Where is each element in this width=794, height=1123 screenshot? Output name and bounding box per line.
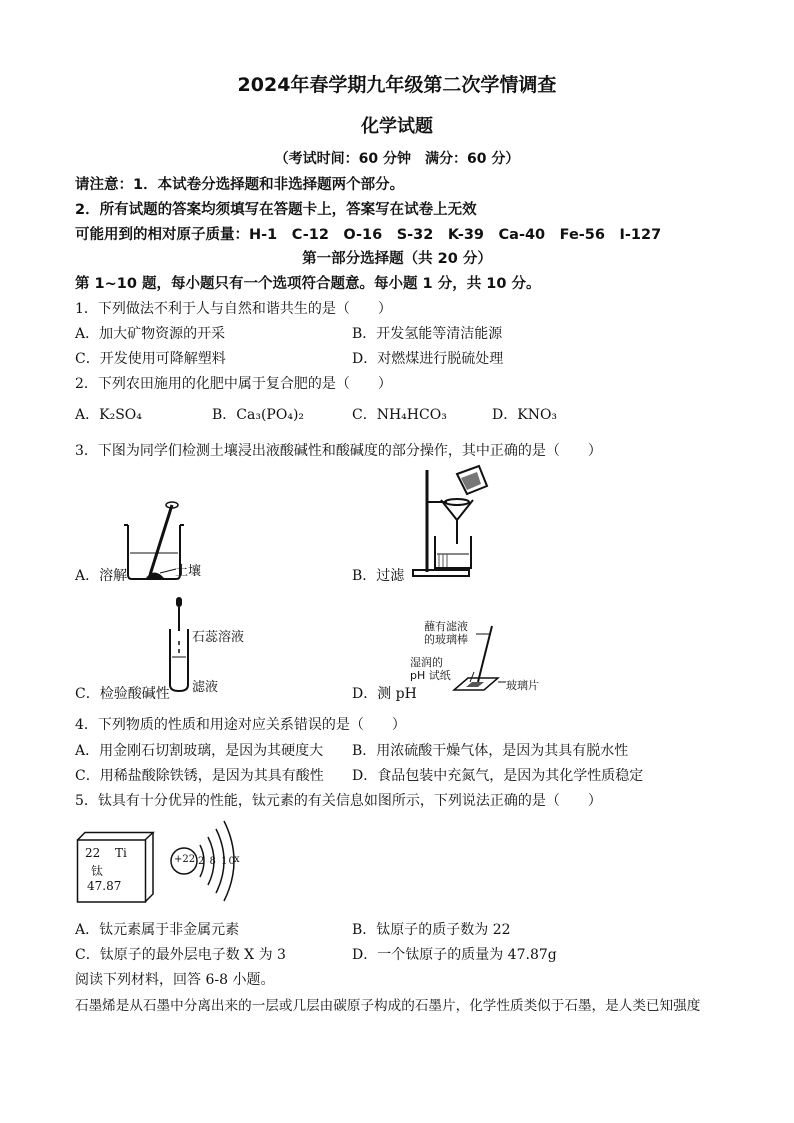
q2-stem: 2．下列农田施用的化肥中属于复合肥的是（ ） xyxy=(75,376,392,392)
element-atomic-number: 22 xyxy=(85,846,101,860)
q5-stem: 5．钛具有十分优异的性能，钛元素的有关信息如图所示，下列说法正确的是（ ） xyxy=(75,793,602,809)
dissolve-figure xyxy=(120,495,220,585)
q4-stem: 4．下列物质的性质和用途对应关系错误的是（ ） xyxy=(75,717,406,733)
q2-option-d[interactable] xyxy=(492,404,557,424)
q1-option-d[interactable]: D．对燃煤进行脱硫处理 xyxy=(352,351,504,367)
ph-test-figure xyxy=(440,624,510,694)
q2-option-c[interactable] xyxy=(352,404,447,424)
q2-option-b-formula: Ca₃(PO₄)₂ xyxy=(236,407,305,423)
q1-option-b[interactable]: B．开发氢能等清洁能源 xyxy=(352,326,503,342)
atom-shell-electrons: 2 8 10 xyxy=(198,856,236,867)
q5-option-c[interactable]: C．钛原子的最外层电子数 X 为 3 xyxy=(75,947,286,963)
q4-option-d[interactable]: D．食品包装中充氮气，是因为其化学性质稳定 xyxy=(352,768,644,784)
q3-option-d[interactable]: D．测 pH xyxy=(352,686,417,702)
element-card-frame xyxy=(77,832,155,906)
element-card xyxy=(77,832,147,898)
q3-option-b[interactable]: B．过滤 xyxy=(352,568,405,584)
q5-option-b[interactable]: B．钛原子的质子数为 22 xyxy=(352,922,511,938)
section-heading: 第一部分选择题（共 20 分） xyxy=(302,251,492,267)
q2-option-d-prefix: D． xyxy=(492,407,518,423)
q2-option-b-prefix: B． xyxy=(212,407,237,423)
q4-option-a[interactable]: A．用金刚石切割玻璃，是因为其硬度大 xyxy=(75,743,324,759)
exam-info: （考试时间：60 分钟 满分：60 分） xyxy=(274,151,520,167)
q3-stem: 3．下图为同学们检测土壤浸出液酸碱性和酸碱度的部分操作，其中正确的是（ ） xyxy=(75,443,602,459)
q3-option-c[interactable]: C．检验酸碱性 xyxy=(75,686,170,702)
q1-option-a[interactable]: A．加大矿物资源的开采 xyxy=(75,326,226,342)
filter-figure xyxy=(405,462,505,582)
q2-option-a[interactable] xyxy=(75,404,142,424)
q5-option-a[interactable]: A．钛元素属于非金属元素 xyxy=(75,922,240,938)
atom-nucleus-charge: +22 xyxy=(174,854,196,865)
q3-option-a[interactable]: A．溶解 xyxy=(75,568,128,584)
q2-option-b[interactable] xyxy=(212,404,304,424)
q4-option-b[interactable]: B．用浓硫酸干燥气体，是因为其具有脱水性 xyxy=(352,743,629,759)
ph-paper-label-line1: 湿润的 xyxy=(410,656,443,669)
page-subtitle: 化学试题 xyxy=(361,116,433,137)
glass-slide-label: 玻璃片 xyxy=(506,679,539,692)
q2-option-d-formula: KNO₃ xyxy=(517,407,558,423)
ph-rod-label-line2: 的玻璃棒 xyxy=(424,633,468,646)
reading-text: 石墨烯是从石墨中分离出来的一层或几层由碳原子构成的石墨片，化学性质类似于石墨，是人类已知强度 xyxy=(75,998,701,1014)
atomic-masses: 可能用到的相对原子质量：H-1 C-12 O-16 S-32 K-39 Ca-40 Fe-56 I-127 xyxy=(75,227,662,243)
page-title: 2024年春学期九年级第二次学情调查 xyxy=(237,74,557,96)
note-line-2: 2．所有试题的答案均须填写在答题卡上，答案写在试卷上无效 xyxy=(75,202,477,218)
q2-option-c-prefix: C． xyxy=(352,407,377,423)
element-atomic-mass: 47.87 xyxy=(87,879,122,893)
litmus-solution-label: 石蕊溶液 xyxy=(192,630,245,645)
q5-option-d[interactable]: D．一个钛原子的质量为 47.87g xyxy=(352,947,557,963)
dissolve-soil-label: 土壤 xyxy=(175,564,202,579)
atom-outer-shell-x: x xyxy=(234,854,240,865)
element-symbol: Ti xyxy=(115,846,127,860)
filtrate-label: 滤液 xyxy=(192,680,219,695)
q2-option-c-formula: NH₄HCO₃ xyxy=(376,407,447,423)
q1-option-c[interactable]: C．开发使用可降解塑料 xyxy=(75,351,226,367)
section-instruction: 第 1~10 题，每小题只有一个选项符合题意。每小题 1 分，共 10 分。 xyxy=(75,276,541,292)
ph-rod-label-line1: 蘸有滤液 xyxy=(424,620,468,633)
reading-intro: 阅读下列材料，回答 6-8 小题。 xyxy=(75,972,275,988)
element-name: 钛 xyxy=(91,864,104,878)
q2-option-a-prefix: A． xyxy=(75,407,100,423)
q1-stem: 1．下列做法不利于人与自然和谐共生的是（ ） xyxy=(75,301,392,317)
q4-option-c[interactable]: C．用稀盐酸除铁锈，是因为其具有酸性 xyxy=(75,768,324,784)
note-line-1: 请注意：1．本试卷分选择题和非选择题两个部分。 xyxy=(75,177,405,193)
q2-option-a-formula: K₂SO₄ xyxy=(99,407,142,423)
ph-paper-label-line2: pH 试纸 xyxy=(410,669,451,682)
